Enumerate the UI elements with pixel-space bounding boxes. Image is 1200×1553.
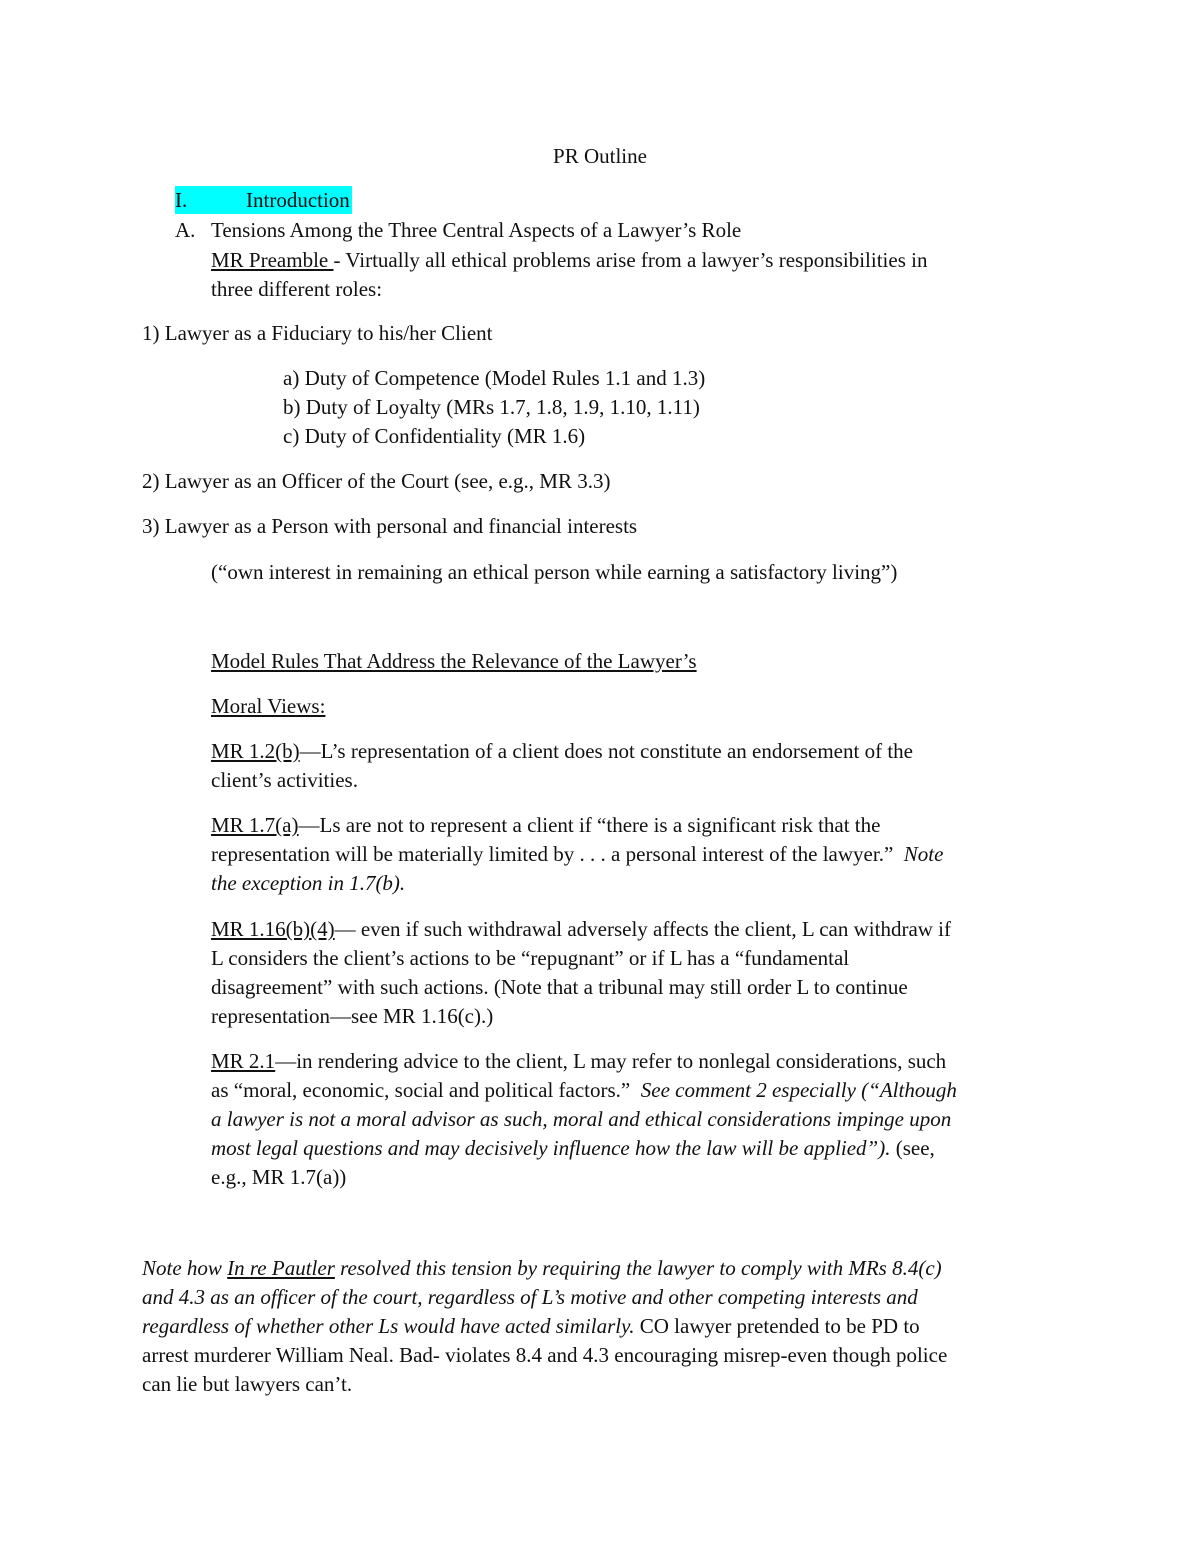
case-note: can lie but lawyers can’t. [142, 1372, 353, 1396]
rule-entry: disagreement” with such actions. (Note that a tribunal may still order L to continue [211, 975, 908, 999]
case-note: regardless of whether other Ls would have acted similarly. CO lawyer pretended to be PD to [142, 1314, 920, 1338]
rule-entry: e.g., MR 1.7(a)) [211, 1165, 347, 1189]
rule-entry: L considers the client’s actions to be “repugnant” or if L has a “fundamental [211, 946, 850, 970]
preamble-line: MR Preamble - Virtually all ethical problems arise from a lawyer’s responsibilities in [211, 248, 928, 272]
duty-item: a) Duty of Competence (Model Rules 1.1 and 1.3) [283, 366, 706, 390]
case-note: Note how In re Pautler resolved this tension by requiring the lawyer to comply with MRs 8.4(c) [142, 1256, 942, 1280]
preamble-line: three different roles: [211, 277, 383, 301]
rule-entry: MR 1.16(b)(4)— even if such withdrawal adversely affects the client, L can withdraw if [211, 917, 952, 941]
rule-entry: client’s activities. [211, 768, 358, 792]
rule-entry: a lawyer is not a moral advisor as such, moral and ethical considerations impinge upon [211, 1107, 952, 1131]
rule-entry: most legal questions and may decisively influence how the law will be applied”). (see, [211, 1136, 935, 1160]
case-note: and 4.3 as an officer of the court, regardless of L’s motive and other competing interests and [142, 1285, 918, 1309]
quote-line: (“own interest in remaining an ethical person while earning a satisfactory living”) [211, 560, 898, 584]
duty-item: c) Duty of Confidentiality (MR 1.6) [283, 424, 586, 448]
case-note: arrest murderer William Neal. Bad- violates 8.4 and 4.3 encouraging misrep-even though police [142, 1343, 948, 1367]
role-item: 2) Lawyer as an Officer of the Court (see, e.g., MR 3.3) [142, 469, 611, 493]
subsection-heading: A. Tensions Among the Three Central Aspects of a Lawyer’s Role [175, 218, 742, 242]
role-item: 1) Lawyer as a Fiduciary to his/her Client [142, 321, 493, 345]
rule-entry: MR 2.1—in rendering advice to the client, L may refer to nonlegal considerations, such [211, 1049, 947, 1073]
role-item: 3) Lawyer as a Person with personal and financial interests [142, 514, 638, 538]
duty-item: b) Duty of Loyalty (MRs 1.7, 1.8, 1.9, 1.10, 1.11) [283, 395, 700, 419]
section-heading: I. Introduction [175, 188, 350, 212]
document-title: PR Outline [553, 144, 647, 168]
rule-entry: as “moral, economic, social and political factors.” See comment 2 especially (“Although [211, 1078, 957, 1102]
rules-heading: Model Rules That Address the Relevance of the Lawyer’s [211, 649, 697, 673]
rule-entry: MR 1.7(a)—Ls are not to represent a client if “there is a significant risk that the [211, 813, 881, 837]
rule-entry: MR 1.2(b)—L’s representation of a client does not constitute an endorsement of the [211, 739, 913, 763]
rules-heading: Moral Views: [211, 694, 326, 718]
rule-entry: representation—see MR 1.16(c).) [211, 1004, 494, 1028]
rule-entry: the exception in 1.7(b). [211, 871, 406, 895]
rule-entry: representation will be materially limited by . . . a personal interest of the lawyer.” Note [211, 842, 944, 866]
